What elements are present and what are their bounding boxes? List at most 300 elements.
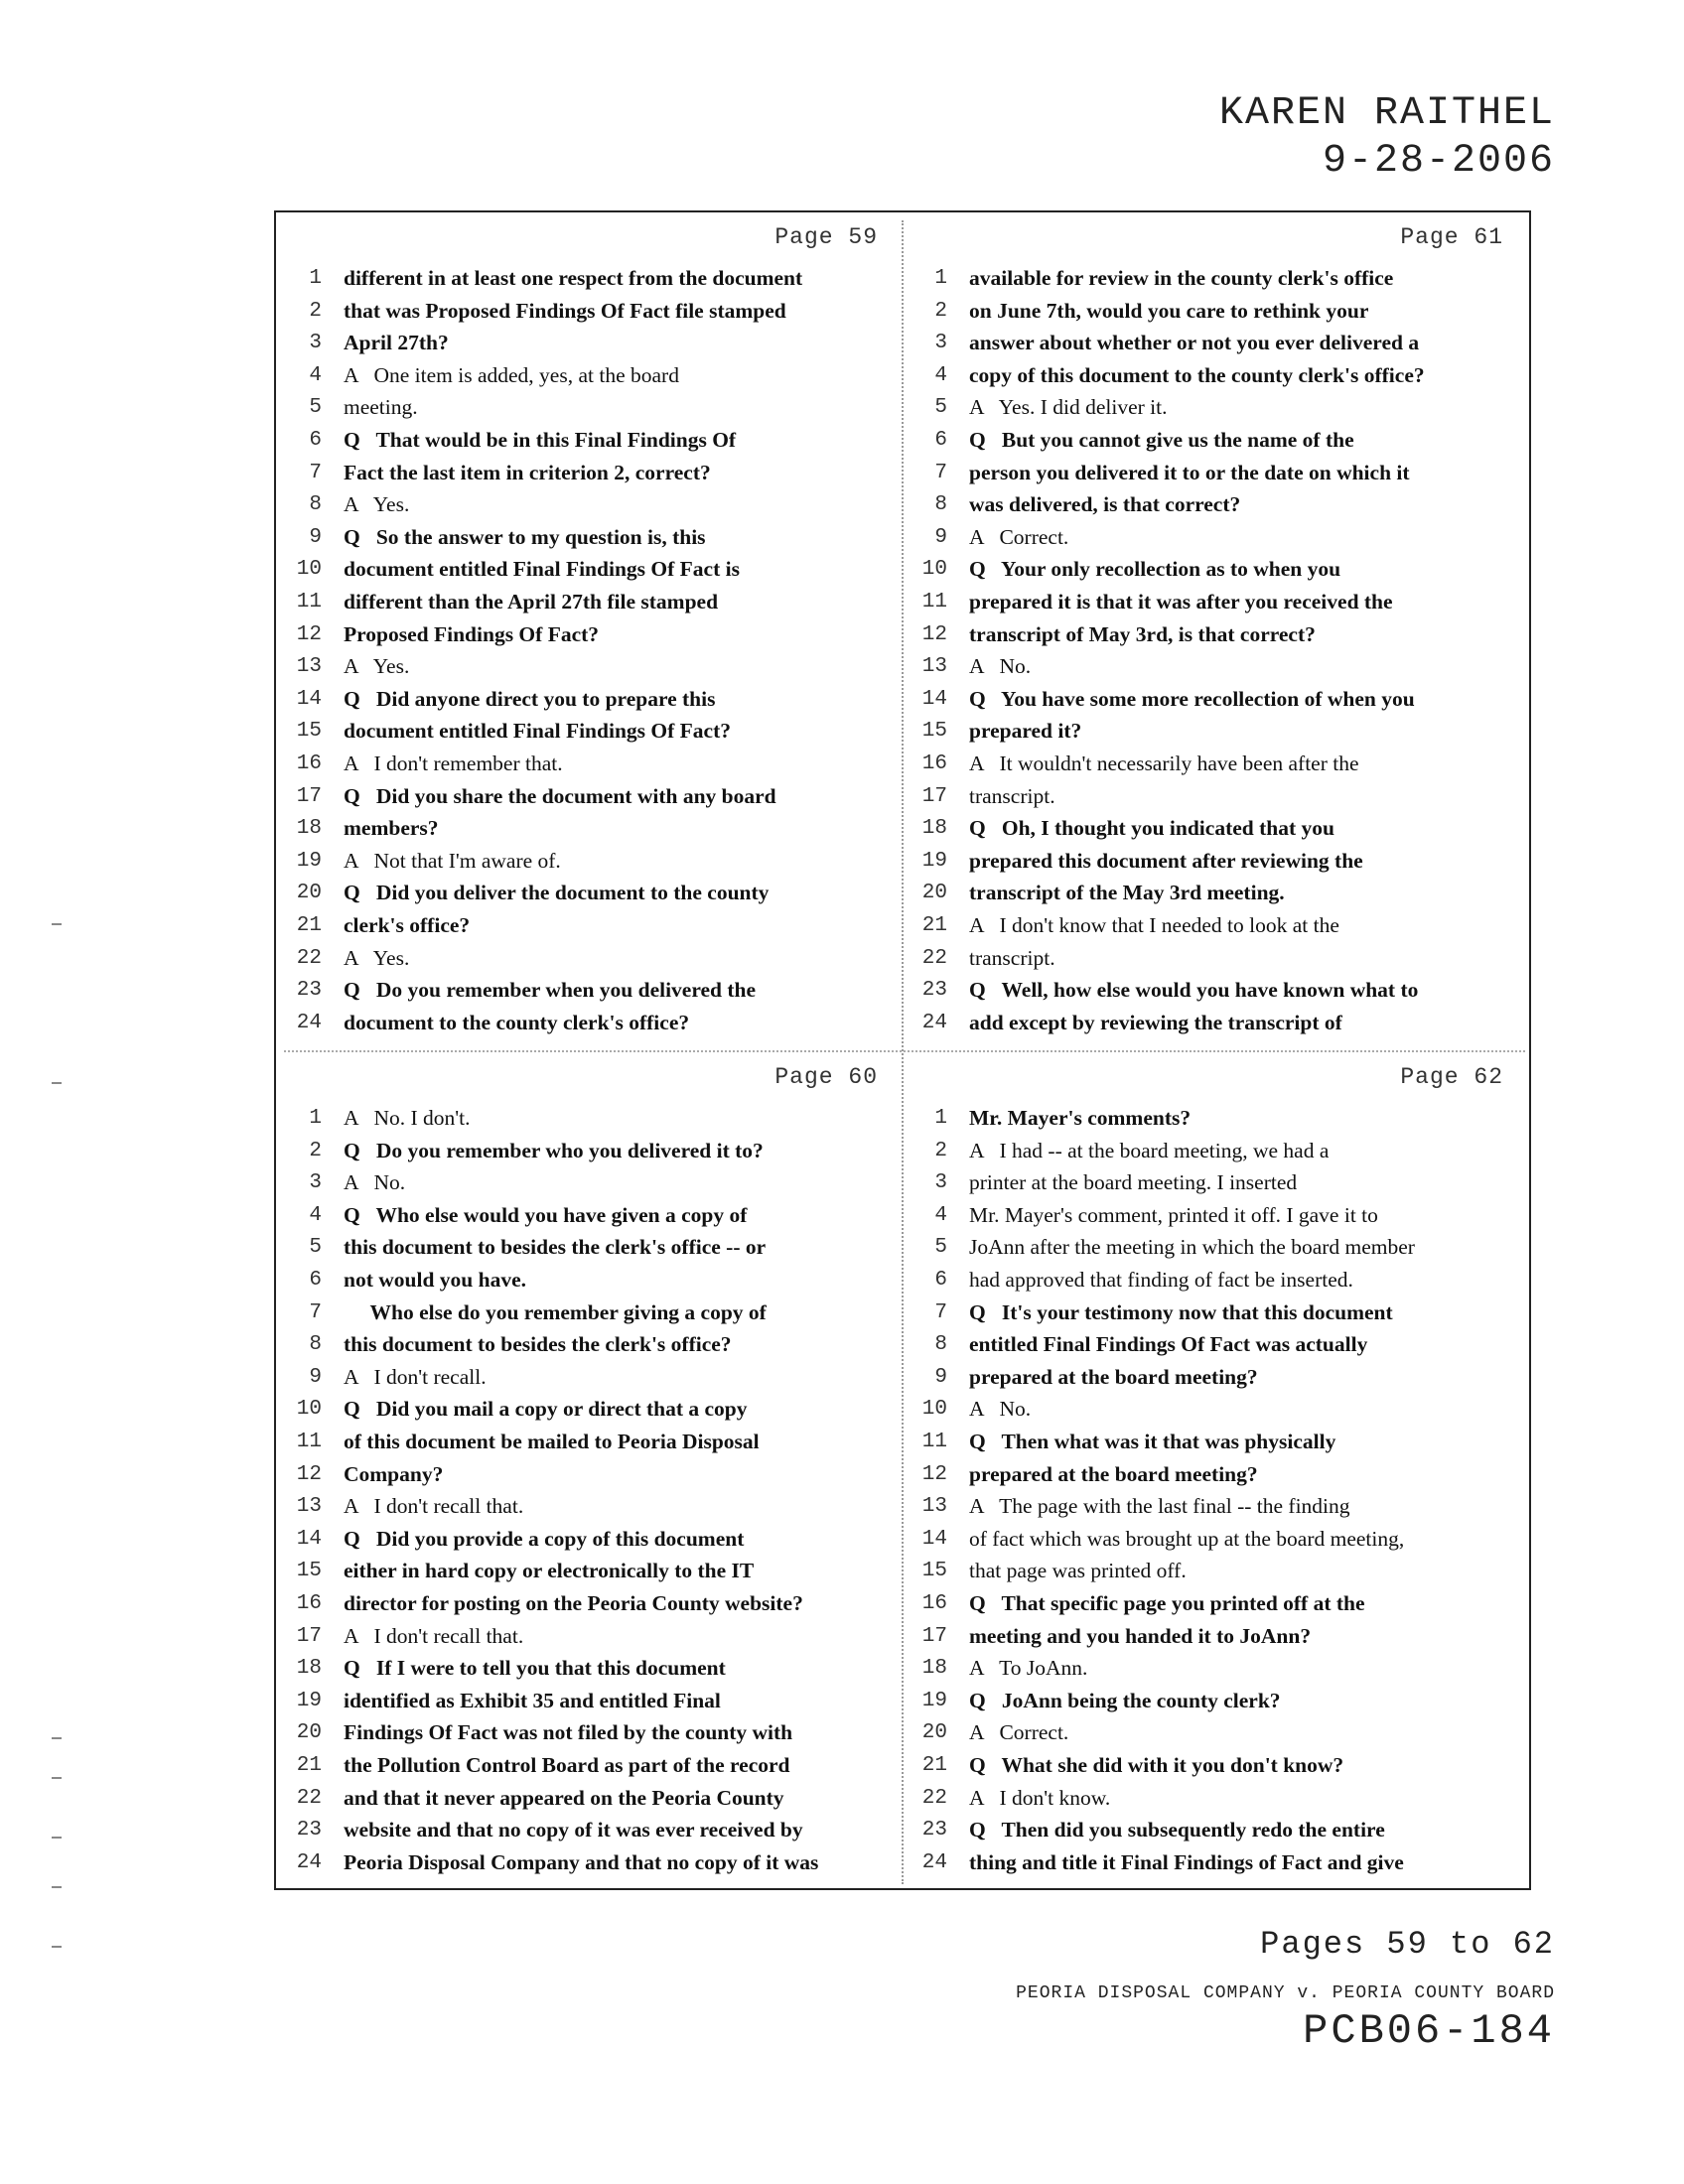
question-text: prepared this document after reviewing the xyxy=(969,848,1363,873)
line-number: 21 xyxy=(921,914,947,937)
transcript-line xyxy=(286,1135,902,1167)
line-number: 9 xyxy=(309,1365,322,1389)
transcript-line xyxy=(912,488,1527,521)
line-number: 10 xyxy=(296,1398,322,1422)
question-text: Q Did you share the document with any board xyxy=(344,783,776,808)
transcript-line xyxy=(286,1166,902,1199)
answer-text: meeting. xyxy=(344,395,418,420)
line-number: 1 xyxy=(309,267,322,290)
line-number: 6 xyxy=(309,1269,322,1292)
answer-text: A Yes. xyxy=(344,492,410,517)
line-number: 2 xyxy=(934,1139,947,1162)
transcript-line xyxy=(286,521,902,554)
question-text: answer about whether or not you ever delivered a xyxy=(969,331,1420,355)
line-number: 9 xyxy=(934,1365,947,1389)
question-text: of this document be mailed to Peoria Disposal xyxy=(344,1430,760,1453)
answer-text: A I had -- at the board meeting, we had a xyxy=(969,1138,1330,1162)
line-number: 23 xyxy=(921,979,947,1003)
question-text: and that it never appeared on the Peoria County xyxy=(344,1785,784,1810)
question-text: clerk's office? xyxy=(344,913,471,937)
transcript-line xyxy=(912,877,1527,909)
transcript-line xyxy=(286,1846,902,1879)
margin-mark xyxy=(52,923,62,925)
line-number: 13 xyxy=(921,1495,947,1519)
line-number: 17 xyxy=(296,1624,322,1648)
pages-range: Pages 59 to 62 xyxy=(1260,1926,1555,1963)
answer-text: printer at the board meeting. I inserted xyxy=(969,1170,1298,1195)
line-number: 4 xyxy=(309,363,322,387)
transcript-line xyxy=(286,845,902,878)
transcript-line xyxy=(912,1782,1527,1815)
line-number: 20 xyxy=(921,882,947,905)
question-text: available for review in the county clerk's office xyxy=(969,266,1394,290)
transcript-line xyxy=(912,1361,1527,1394)
question-text: Q It's your testimony now that this document xyxy=(969,1299,1393,1324)
transcript-line xyxy=(912,359,1527,392)
transcript-line xyxy=(912,1102,1527,1135)
transcript-line xyxy=(912,780,1527,813)
question-text: Q Oh, I thought you indicated that you xyxy=(969,816,1334,841)
transcript-line xyxy=(286,1264,902,1297)
question-text: Q Did anyone direct you to prepare this xyxy=(344,686,716,711)
question-text: thing and title it Final Findings of Fact and give xyxy=(969,1849,1404,1874)
line-number: 12 xyxy=(921,1462,947,1486)
case-number: PCB06-184 xyxy=(1303,2007,1555,2055)
transcript-page-61 xyxy=(912,212,1527,1042)
transcript-line xyxy=(912,845,1527,878)
transcript-line xyxy=(286,780,902,813)
answer-text: Mr. Mayer's comment, printed it off. I gave it to xyxy=(969,1202,1378,1227)
line-number: 8 xyxy=(309,493,322,517)
line-number: 6 xyxy=(309,429,322,452)
question-text: this document to besides the clerk's office -- or xyxy=(344,1235,767,1260)
question-text: Q You have some more recollection of when you xyxy=(969,686,1415,711)
line-number: 22 xyxy=(921,1786,947,1810)
transcript-line xyxy=(912,650,1527,683)
transcript-line xyxy=(286,262,902,295)
question-text: entitled Final Findings Of Fact was actually xyxy=(969,1332,1368,1357)
line-number: 16 xyxy=(296,752,322,775)
question-text: document entitled Final Findings Of Fact is xyxy=(344,557,740,582)
transcript-line xyxy=(286,1458,902,1491)
question-text: Q Did you deliver the document to the county xyxy=(344,881,770,905)
margin-mark xyxy=(52,1777,62,1779)
transcript-line xyxy=(286,1361,902,1394)
line-number: 1 xyxy=(934,267,947,290)
line-number: 20 xyxy=(296,882,322,905)
line-number: 19 xyxy=(296,1689,322,1712)
transcript-line xyxy=(912,1652,1527,1685)
question-text: Q Who else would you have given a copy of xyxy=(344,1202,748,1227)
transcript-line xyxy=(286,1102,902,1135)
transcript-line xyxy=(912,391,1527,424)
transcript-line xyxy=(912,715,1527,748)
transcript-line xyxy=(912,1846,1527,1879)
line-number: 18 xyxy=(296,1657,322,1681)
case-title: PEORIA DISPOSAL COMPANY v. PEORIA COUNTY BOARD xyxy=(1016,1983,1555,2003)
transcript-line xyxy=(912,1199,1527,1232)
margin-mark xyxy=(52,1082,62,1084)
transcript-line xyxy=(286,618,902,651)
transcript-line xyxy=(912,1814,1527,1846)
transcript-line xyxy=(286,327,902,359)
line-number: 6 xyxy=(934,429,947,452)
line-number: 2 xyxy=(309,1139,322,1162)
answer-text: A No. xyxy=(969,1397,1032,1422)
line-number: 22 xyxy=(296,946,322,970)
question-text: different than the April 27th file stamped xyxy=(344,590,719,614)
transcript-line xyxy=(286,1685,902,1717)
answer-text: A It wouldn't necessarily have been after the xyxy=(969,751,1359,775)
line-number: 7 xyxy=(309,1300,322,1324)
transcript-line xyxy=(286,812,902,845)
transcript-line xyxy=(286,1587,902,1620)
line-number: 7 xyxy=(309,461,322,484)
line-number: 17 xyxy=(921,1624,947,1648)
transcript-line xyxy=(286,909,902,942)
question-text: Q JoAnn being the county clerk? xyxy=(969,1688,1281,1712)
line-number: 22 xyxy=(296,1786,322,1810)
line-number: 5 xyxy=(309,396,322,420)
transcript-line xyxy=(286,974,902,1007)
line-number: 10 xyxy=(921,558,947,582)
line-number: 3 xyxy=(309,332,322,355)
answer-text: A No. xyxy=(344,1170,406,1195)
question-text: Q Then what was it that was physically xyxy=(969,1430,1336,1453)
line-number: 4 xyxy=(934,1203,947,1227)
question-text: website and that no copy of it was ever received by xyxy=(344,1818,803,1843)
line-number: 15 xyxy=(921,1560,947,1583)
question-text: Mr. Mayer's comments? xyxy=(969,1106,1192,1130)
answer-text: had approved that finding of fact be inserted. xyxy=(969,1268,1353,1292)
line-number: 3 xyxy=(934,332,947,355)
question-text: prepared at the board meeting? xyxy=(969,1461,1258,1486)
line-number: 14 xyxy=(296,1527,322,1551)
question-text: Q What she did with it you don't know? xyxy=(969,1753,1344,1777)
question-text: copy of this document to the county clerk's office? xyxy=(969,362,1425,387)
question-text: prepared it is that it was after you received the xyxy=(969,590,1393,614)
transcript-line xyxy=(912,1264,1527,1297)
line-number: 2 xyxy=(309,299,322,323)
question-text: not would you have. xyxy=(344,1268,526,1292)
line-number: 4 xyxy=(309,1203,322,1227)
line-number: 10 xyxy=(921,1398,947,1422)
line-number: 18 xyxy=(296,817,322,841)
transcript-line xyxy=(286,877,902,909)
transcript-line xyxy=(912,1328,1527,1361)
question-text: Q That specific page you printed off at the xyxy=(969,1591,1365,1615)
question-text: was delivered, is that correct? xyxy=(969,492,1241,517)
question-text: meeting and you handed it to JoAnn? xyxy=(969,1623,1312,1648)
line-number: 11 xyxy=(296,591,322,614)
line-number: 1 xyxy=(934,1107,947,1130)
transcript-line xyxy=(912,1166,1527,1199)
transcript-line xyxy=(912,327,1527,359)
question-text: this document to besides the clerk's office? xyxy=(344,1332,732,1357)
transcript-page-59 xyxy=(286,212,902,1042)
transcript-line xyxy=(286,1782,902,1815)
transcript-line xyxy=(286,586,902,618)
question-text: Findings Of Fact was not filed by the county with xyxy=(344,1720,793,1745)
transcript-line xyxy=(286,942,902,975)
question-text: transcript of the May 3rd meeting. xyxy=(969,881,1285,905)
transcript-line xyxy=(912,424,1527,457)
question-text: person you delivered it to or the date on which it xyxy=(969,460,1410,484)
transcript-line xyxy=(912,1523,1527,1556)
line-number: 8 xyxy=(934,1333,947,1357)
transcript-line xyxy=(912,586,1527,618)
line-number: 11 xyxy=(296,1431,322,1453)
question-text: Q Did you mail a copy or direct that a copy xyxy=(344,1397,748,1422)
question-text: Q Your only recollection as to when you xyxy=(969,557,1341,582)
transcript-line xyxy=(286,715,902,748)
transcript-line xyxy=(286,1231,902,1264)
answer-text: A I don't know. xyxy=(969,1785,1111,1810)
question-text: Peoria Disposal Company and that no copy of it was xyxy=(344,1849,819,1874)
answer-text: A Correct. xyxy=(969,1720,1069,1745)
answer-text: transcript. xyxy=(969,945,1055,970)
question-text: Q Then did you subsequently redo the entire xyxy=(969,1818,1385,1843)
transcript-line xyxy=(912,521,1527,554)
transcript-line xyxy=(286,1328,902,1361)
line-number: 17 xyxy=(296,784,322,808)
answer-text: A No. I don't. xyxy=(344,1106,471,1130)
transcript-line xyxy=(286,1716,902,1749)
transcript-line xyxy=(286,1199,902,1232)
answer-text: A I don't remember that. xyxy=(344,751,563,775)
question-text: either in hard copy or electronically to the IT xyxy=(344,1559,755,1583)
line-number: 16 xyxy=(921,752,947,775)
transcript-line xyxy=(912,748,1527,780)
line-number: 13 xyxy=(921,655,947,679)
question-text: prepared at the board meeting? xyxy=(969,1364,1258,1389)
line-number: 19 xyxy=(921,849,947,873)
transcript-line xyxy=(286,748,902,780)
margin-mark xyxy=(52,1946,62,1948)
question-text: Q Do you remember when you delivered the xyxy=(344,978,757,1003)
line-number: 24 xyxy=(296,1011,322,1034)
line-number: 16 xyxy=(921,1592,947,1615)
transcript-line xyxy=(912,1007,1527,1039)
answer-text: A I don't know that I needed to look at the xyxy=(969,913,1339,937)
transcript-line xyxy=(286,1652,902,1685)
line-number: 17 xyxy=(921,784,947,808)
line-number: 7 xyxy=(934,1300,947,1324)
margin-mark xyxy=(52,1886,62,1888)
transcript-line xyxy=(912,295,1527,328)
transcript-page-62 xyxy=(912,1052,1527,1882)
line-number: 6 xyxy=(934,1269,947,1292)
line-number: 21 xyxy=(921,1754,947,1777)
transcript-line xyxy=(912,1231,1527,1264)
question-text: Q So the answer to my question is, this xyxy=(344,524,706,549)
answer-text: A Yes. xyxy=(344,945,410,970)
question-text: identified as Exhibit 35 and entitled Final xyxy=(344,1688,721,1712)
answer-text: A No. xyxy=(969,654,1032,679)
transcript-line xyxy=(286,1007,902,1039)
transcript-line xyxy=(912,262,1527,295)
line-number: 19 xyxy=(921,1689,947,1712)
question-text: Proposed Findings Of Fact? xyxy=(344,621,600,646)
line-number: 3 xyxy=(934,1171,947,1195)
transcript-line xyxy=(286,1749,902,1782)
question-text: prepared it? xyxy=(969,719,1082,744)
transcript-line xyxy=(286,553,902,586)
transcript-line xyxy=(912,1555,1527,1587)
question-text: Q Did you provide a copy of this document xyxy=(344,1526,745,1551)
column-divider xyxy=(902,220,904,1884)
transcript-line xyxy=(912,1716,1527,1749)
page-number-label: Page 62 xyxy=(1400,1064,1503,1090)
answer-text: A The page with the last final -- the finding xyxy=(969,1494,1350,1519)
question-text: director for posting on the Peoria County website? xyxy=(344,1591,803,1615)
line-number: 5 xyxy=(934,396,947,420)
line-number: 11 xyxy=(921,1431,947,1453)
transcript-line xyxy=(912,1426,1527,1458)
question-text: document to the county clerk's office? xyxy=(344,1010,690,1034)
transcript-line xyxy=(912,1685,1527,1717)
line-number: 5 xyxy=(309,1236,322,1260)
question-text: Q Well, how else would you have known what to xyxy=(969,978,1419,1003)
line-number: 15 xyxy=(296,1560,322,1583)
transcript-line xyxy=(912,1749,1527,1782)
line-number: 13 xyxy=(296,1495,322,1519)
transcript-line xyxy=(912,683,1527,716)
transcript-line xyxy=(286,1490,902,1523)
line-number: 15 xyxy=(921,720,947,744)
transcript-line xyxy=(286,1814,902,1846)
line-number: 21 xyxy=(296,914,322,937)
line-number: 21 xyxy=(296,1754,322,1777)
line-number: 12 xyxy=(296,622,322,646)
line-number: 19 xyxy=(296,849,322,873)
transcript-line xyxy=(912,1297,1527,1329)
line-number: 2 xyxy=(934,299,947,323)
answer-text: that page was printed off. xyxy=(969,1559,1187,1583)
line-number: 8 xyxy=(934,493,947,517)
transcript-line xyxy=(286,683,902,716)
line-number: 23 xyxy=(296,979,322,1003)
question-text: the Pollution Control Board as part of the record xyxy=(344,1753,790,1777)
line-number: 8 xyxy=(309,1333,322,1357)
witness-name: KAREN RAITHEL xyxy=(1218,91,1555,136)
transcript-line xyxy=(912,1458,1527,1491)
transcript-line xyxy=(286,424,902,457)
transcript-line xyxy=(912,618,1527,651)
transcript-line xyxy=(286,488,902,521)
answer-text: A One item is added, yes, at the board xyxy=(344,362,679,387)
question-text: members? xyxy=(344,816,439,841)
line-number: 23 xyxy=(921,1819,947,1843)
line-number: 22 xyxy=(921,946,947,970)
line-number: 24 xyxy=(296,1850,322,1874)
transcript-line xyxy=(912,1393,1527,1426)
transcript-line xyxy=(286,1555,902,1587)
transcript-line xyxy=(912,1620,1527,1653)
question-text: Q Do you remember who you delivered it to? xyxy=(344,1138,764,1162)
answer-text: A I don't recall that. xyxy=(344,1494,524,1519)
line-number: 10 xyxy=(296,558,322,582)
transcript-line xyxy=(912,942,1527,975)
transcript-line xyxy=(912,457,1527,489)
question-text: April 27th? xyxy=(344,331,449,355)
margin-mark xyxy=(52,1737,62,1739)
line-number: 12 xyxy=(296,1462,322,1486)
question-text: different in at least one respect from the document xyxy=(344,266,803,290)
transcript-line xyxy=(912,1490,1527,1523)
transcript-line xyxy=(912,909,1527,942)
transcript-line xyxy=(286,1297,902,1329)
page-number-label: Page 61 xyxy=(1400,224,1503,250)
transcript-line xyxy=(286,457,902,489)
transcript-line xyxy=(912,812,1527,845)
question-text: transcript of May 3rd, is that correct? xyxy=(969,621,1316,646)
transcript-box xyxy=(274,210,1531,1890)
answer-text: JoAnn after the meeting in which the board member xyxy=(969,1235,1415,1260)
transcript-line xyxy=(286,1393,902,1426)
question-text: Q That would be in this Final Findings Of xyxy=(344,428,737,452)
line-number: 16 xyxy=(296,1592,322,1615)
question-text: Company? xyxy=(344,1461,444,1486)
line-number: 1 xyxy=(309,1107,322,1130)
line-number: 18 xyxy=(921,817,947,841)
transcript-line xyxy=(912,553,1527,586)
answer-text: A Yes. xyxy=(344,654,410,679)
answer-text: A Yes. I did deliver it. xyxy=(969,395,1168,420)
question-text: document entitled Final Findings Of Fact? xyxy=(344,719,731,744)
answer-text: A I don't recall that. xyxy=(344,1623,524,1648)
line-number: 9 xyxy=(309,525,322,549)
answer-text: A To JoAnn. xyxy=(969,1656,1088,1681)
deposition-date: 9-28-2006 xyxy=(1322,139,1555,184)
line-number: 13 xyxy=(296,655,322,679)
transcript-line xyxy=(286,359,902,392)
question-text: Who else do you remember giving a copy of xyxy=(344,1299,767,1324)
transcript-line xyxy=(912,974,1527,1007)
question-text: on June 7th, would you care to rethink your xyxy=(969,298,1369,323)
line-number: 24 xyxy=(921,1850,947,1874)
transcript-line xyxy=(286,1426,902,1458)
question-text: add except by reviewing the transcript of xyxy=(969,1010,1342,1034)
question-text: that was Proposed Findings Of Fact file stamped xyxy=(344,298,786,323)
page-number-label: Page 59 xyxy=(774,224,878,250)
transcript-line xyxy=(912,1135,1527,1167)
line-number: 4 xyxy=(934,363,947,387)
line-number: 20 xyxy=(921,1721,947,1745)
line-number: 20 xyxy=(296,1721,322,1745)
answer-text: of fact which was brought up at the board meeting, xyxy=(969,1526,1405,1551)
answer-text: A Not that I'm aware of. xyxy=(344,848,561,873)
transcript-line xyxy=(286,391,902,424)
line-number: 23 xyxy=(296,1819,322,1843)
line-number: 14 xyxy=(296,687,322,711)
question-text: Q But you cannot give us the name of the xyxy=(969,428,1354,452)
line-number: 12 xyxy=(921,622,947,646)
line-number: 14 xyxy=(921,1527,947,1551)
transcript-line xyxy=(286,1620,902,1653)
line-number: 5 xyxy=(934,1236,947,1260)
line-number: 24 xyxy=(921,1011,947,1034)
line-number: 7 xyxy=(934,461,947,484)
answer-text: A Correct. xyxy=(969,524,1069,549)
transcript-page-60 xyxy=(286,1052,902,1882)
line-number: 9 xyxy=(934,525,947,549)
line-number: 18 xyxy=(921,1657,947,1681)
transcript-line xyxy=(912,1587,1527,1620)
line-number: 15 xyxy=(296,720,322,744)
line-number: 11 xyxy=(921,591,947,614)
answer-text: transcript. xyxy=(969,783,1055,808)
